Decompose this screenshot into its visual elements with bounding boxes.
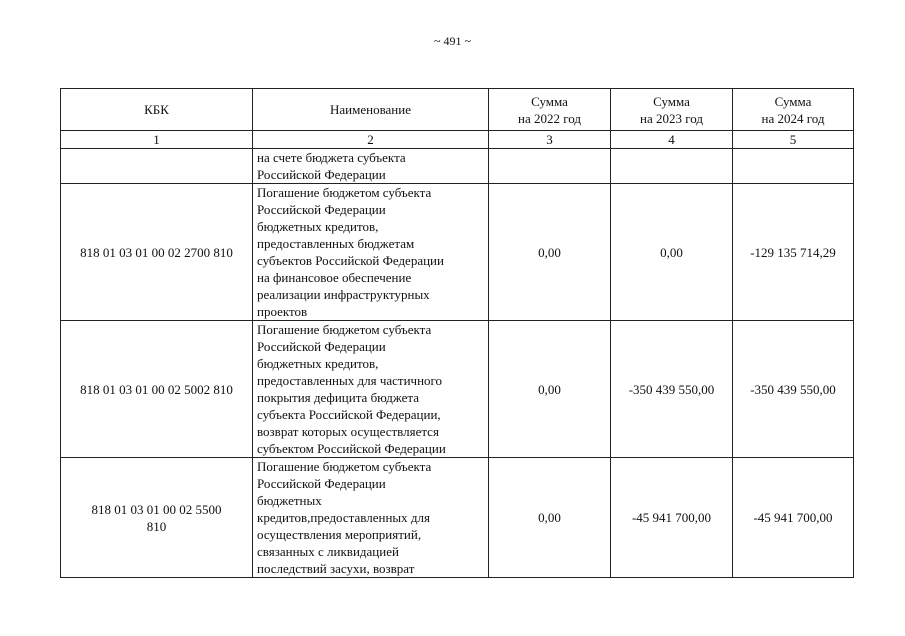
table-row	[61, 321, 854, 458]
table-row	[61, 184, 854, 321]
header-2024: Сумма на 2024 год	[733, 89, 854, 131]
kbk-cell	[61, 149, 253, 184]
amount-2022-cell	[489, 149, 611, 184]
table-row	[61, 149, 854, 184]
column-number: 3	[489, 131, 611, 149]
amount-2022-cell: 0,00	[489, 458, 611, 578]
header-2023: Сумма на 2023 год	[611, 89, 733, 131]
amount-2022-cell: 0,00	[489, 184, 611, 321]
page-number: ~ 491 ~	[434, 34, 471, 48]
header-name: Наименование	[253, 89, 489, 131]
amount-2023-cell: 0,00	[611, 184, 733, 321]
name-cell: Погашение бюджетом субъекта Российской Федерации бюджетных кредитов,предоставленных для осуществления мероприятий, связанных с ликвидацией последствий засухи, возврат	[253, 458, 489, 578]
table-row	[61, 458, 854, 578]
amount-2023-cell	[611, 149, 733, 184]
name-cell: Погашение бюджетом субъекта Российской Федерации бюджетных кредитов, предоставленных бюджетам субъектов Российской Федерации на финансовое обеспечение реализации инфраструктурных проектов	[253, 184, 489, 321]
kbk-cell: 818 01 03 01 00 02 2700 810	[61, 184, 253, 321]
amount-2024-cell: -45 941 700,00	[733, 458, 854, 578]
column-number: 2	[253, 131, 489, 149]
column-number: 1	[61, 131, 253, 149]
amount-2022-cell: 0,00	[489, 321, 611, 458]
amount-2024-cell: -129 135 714,29	[733, 184, 854, 321]
header-2022: Сумма на 2022 год	[489, 89, 611, 131]
budget-table	[60, 88, 854, 578]
column-number: 5	[733, 131, 854, 149]
kbk-cell: 818 01 03 01 00 02 5500 810	[61, 458, 253, 578]
amount-2023-cell: -45 941 700,00	[611, 458, 733, 578]
header-row	[61, 89, 854, 131]
amount-2024-cell: -350 439 550,00	[733, 321, 854, 458]
kbk-cell: 818 01 03 01 00 02 5002 810	[61, 321, 253, 458]
header-kbk: КБК	[61, 89, 253, 131]
name-cell: на счете бюджета субъекта Российской Федерации	[253, 149, 489, 184]
amount-2023-cell: -350 439 550,00	[611, 321, 733, 458]
amount-2024-cell	[733, 149, 854, 184]
column-number-row	[61, 131, 854, 149]
name-cell: Погашение бюджетом субъекта Российской Федерации бюджетных кредитов, предоставленных для частичного покрытия дефицита бюджета субъекта Российской Федерации, возврат которых осуществляется субъектом Российской Федерации	[253, 321, 489, 458]
column-number: 4	[611, 131, 733, 149]
